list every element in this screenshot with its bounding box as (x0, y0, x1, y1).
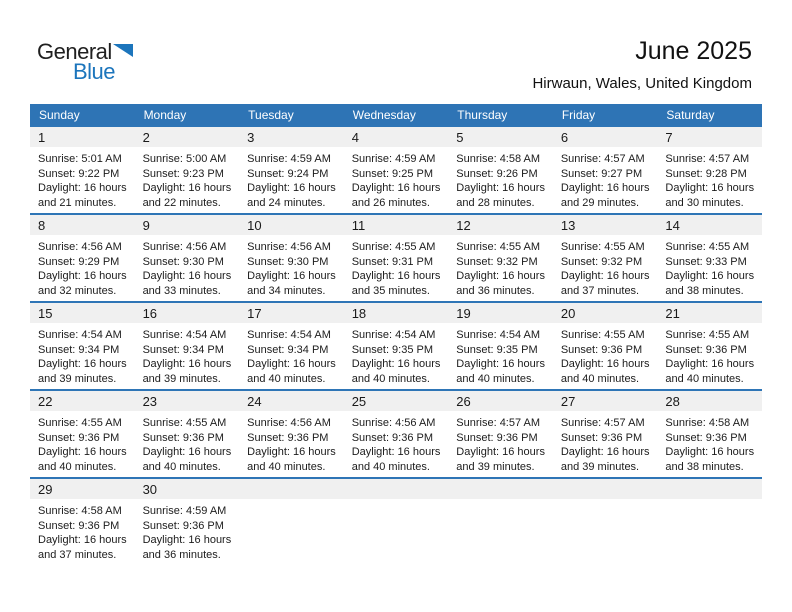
day-cell (135, 127, 240, 213)
day-number: 18 (351, 305, 367, 321)
sunrise-text: Sunrise: 4:58 AM (665, 417, 750, 429)
day-number: 24 (247, 393, 262, 409)
day-cell-body (239, 235, 344, 298)
daylight-minutes-text: and 28 minutes. (456, 196, 535, 209)
month-title: June 2025 (635, 37, 752, 65)
day-number-band (239, 303, 344, 323)
day-cell-body (553, 411, 658, 474)
day-number: 27 (560, 393, 576, 409)
sunrise-text: Sunrise: 4:54 AM (247, 329, 331, 341)
day-cell (553, 215, 658, 301)
weekday-header-sunday: Sunday (39, 107, 80, 122)
daylight-minutes-text: and 35 minutes. (351, 284, 430, 297)
day-cell-body (135, 411, 240, 474)
daylight-minutes-text: and 39 minutes. (456, 460, 535, 473)
daylight-hours-text: Daylight: 16 hours (560, 358, 650, 370)
sunset-text: Sunset: 9:34 PM (38, 343, 120, 356)
sunset-text: Sunset: 9:36 PM (456, 431, 538, 444)
day-cell-body (448, 499, 553, 504)
sunset-text: Sunset: 9:24 PM (247, 167, 329, 180)
daylight-hours-text: Daylight: 16 hours (560, 182, 650, 194)
sunrise-text: Sunrise: 4:56 AM (247, 241, 331, 253)
day-number: 30 (142, 481, 158, 497)
daylight-minutes-text: and 32 minutes. (38, 284, 117, 297)
day-number: 25 (351, 393, 367, 409)
daylight-hours-text: Daylight: 16 hours (456, 270, 545, 282)
daylight-hours-text: Daylight: 16 hours (38, 270, 127, 282)
daylight-hours-text: Daylight: 16 hours (142, 446, 232, 458)
day-number-band (448, 479, 553, 499)
day-cell-body (344, 147, 449, 210)
day-number: 4 (351, 129, 359, 145)
daylight-hours-text: Daylight: 16 hours (247, 446, 336, 458)
sunrise-text: Sunrise: 4:55 AM (351, 241, 436, 253)
day-number-band (448, 303, 553, 323)
sunset-text: Sunset: 9:30 PM (247, 255, 329, 268)
day-number-band (30, 479, 135, 499)
daylight-hours-text: Daylight: 16 hours (665, 270, 755, 282)
day-cell-empty (344, 479, 449, 565)
sunrise-text: Sunrise: 4:54 AM (38, 329, 122, 341)
day-cell (344, 127, 449, 213)
day-number: 12 (456, 217, 471, 233)
sunrise-text: Sunrise: 4:59 AM (247, 153, 331, 165)
daylight-minutes-text: and 40 minutes. (142, 460, 221, 473)
sunrise-text: Sunrise: 4:57 AM (665, 153, 750, 165)
day-number-band (553, 215, 658, 235)
day-cell-body (30, 323, 135, 386)
daylight-minutes-text: and 22 minutes. (142, 196, 221, 209)
day-cell-body (448, 323, 553, 386)
day-cell (448, 391, 553, 477)
day-cell-body (657, 411, 762, 474)
day-cell (448, 127, 553, 213)
day-number-band (30, 215, 135, 235)
day-cell (239, 303, 344, 389)
daylight-minutes-text: and 37 minutes. (560, 284, 640, 297)
day-cell-body (657, 235, 762, 298)
week-row-1 (30, 125, 762, 213)
day-cell-empty (553, 479, 658, 565)
day-cell-body (553, 235, 658, 298)
day-number-band (239, 391, 344, 411)
day-number-band (344, 215, 449, 235)
sunset-text: Sunset: 9:36 PM (38, 519, 120, 532)
daylight-minutes-text: and 40 minutes. (665, 372, 744, 385)
sunset-text: Sunset: 9:22 PM (38, 167, 120, 180)
sunset-text: Sunset: 9:36 PM (665, 431, 747, 444)
daylight-minutes-text: and 36 minutes. (456, 284, 535, 297)
day-cell-body (448, 411, 553, 474)
day-cell (30, 127, 135, 213)
day-cell-empty (657, 479, 762, 565)
weekday-header-friday: Friday (561, 107, 596, 122)
day-cell-body (344, 235, 449, 298)
day-cell-body (30, 499, 135, 562)
daylight-minutes-text: and 40 minutes. (351, 372, 430, 385)
daylight-hours-text: Daylight: 16 hours (456, 446, 545, 458)
day-cell-body (239, 147, 344, 210)
daylight-hours-text: Daylight: 16 hours (142, 358, 232, 370)
daylight-minutes-text: and 38 minutes. (665, 460, 744, 473)
general-blue-logo (37, 39, 133, 84)
sunset-text: Sunset: 9:25 PM (351, 167, 434, 180)
day-number-band (448, 127, 553, 147)
daylight-hours-text: Daylight: 16 hours (351, 182, 441, 194)
day-number-band (657, 127, 762, 147)
day-cell-body (135, 499, 240, 562)
day-number: 13 (560, 217, 576, 233)
day-cell (135, 303, 240, 389)
sunset-text: Sunset: 9:36 PM (560, 431, 643, 444)
day-cell (239, 391, 344, 477)
daylight-hours-text: Daylight: 16 hours (247, 358, 336, 370)
day-number: 2 (142, 129, 150, 145)
weekday-header-thursday: Thursday (457, 107, 508, 122)
day-cell-body (344, 411, 449, 474)
day-number: 3 (247, 129, 255, 145)
sunset-text: Sunset: 9:35 PM (456, 343, 538, 356)
sunrise-text: Sunrise: 4:59 AM (351, 153, 436, 165)
day-cell-body (448, 147, 553, 210)
day-number-band (344, 391, 449, 411)
day-number: 23 (142, 393, 158, 409)
sunset-text: Sunset: 9:30 PM (142, 255, 224, 268)
daylight-hours-text: Daylight: 16 hours (351, 446, 441, 458)
day-number: 8 (38, 217, 46, 233)
daylight-hours-text: Daylight: 16 hours (665, 358, 755, 370)
daylight-minutes-text: and 40 minutes. (560, 372, 640, 385)
day-number: 16 (142, 305, 158, 321)
day-number: 9 (142, 217, 150, 233)
day-cell-body (135, 323, 240, 386)
day-number-band (657, 303, 762, 323)
weekday-header-monday: Monday (143, 107, 187, 122)
daylight-hours-text: Daylight: 16 hours (142, 270, 232, 282)
day-number: 6 (560, 129, 569, 145)
calendar-grid (30, 104, 762, 565)
sunrise-text: Sunrise: 4:55 AM (560, 329, 645, 341)
day-number: 19 (456, 305, 471, 321)
day-cell (448, 215, 553, 301)
day-cell (135, 215, 240, 301)
day-cell-body (135, 235, 240, 298)
sunset-text: Sunset: 9:29 PM (38, 255, 120, 268)
day-cell-body (239, 499, 344, 504)
logo-text-general: General (37, 39, 112, 64)
day-cell-body (553, 323, 658, 386)
daylight-minutes-text: and 37 minutes. (38, 548, 117, 561)
day-number: 17 (247, 305, 262, 321)
day-number-band (239, 215, 344, 235)
day-cell (30, 303, 135, 389)
week-row-4 (30, 389, 762, 477)
sunrise-text: Sunrise: 4:55 AM (665, 329, 750, 341)
day-number-band (448, 391, 553, 411)
daylight-minutes-text: and 39 minutes. (38, 372, 117, 385)
day-number: 22 (38, 393, 53, 409)
daylight-minutes-text: and 40 minutes. (456, 372, 535, 385)
day-number-band (657, 391, 762, 411)
daylight-hours-text: Daylight: 16 hours (665, 446, 755, 458)
weeks-container (30, 125, 762, 565)
daylight-minutes-text: and 39 minutes. (142, 372, 221, 385)
day-cell (657, 127, 762, 213)
daylight-hours-text: Daylight: 16 hours (456, 182, 545, 194)
sunset-text: Sunset: 9:34 PM (142, 343, 224, 356)
sunrise-text: Sunrise: 4:56 AM (38, 241, 122, 253)
day-cell (135, 479, 240, 565)
daylight-hours-text: Daylight: 16 hours (38, 446, 127, 458)
sunset-text: Sunset: 9:36 PM (142, 431, 224, 444)
week-row-3 (30, 301, 762, 389)
sunset-text: Sunset: 9:35 PM (351, 343, 434, 356)
sunrise-text: Sunrise: 4:55 AM (38, 417, 122, 429)
daylight-minutes-text: and 40 minutes. (247, 460, 326, 473)
sunrise-text: Sunrise: 4:54 AM (142, 329, 227, 341)
sunrise-text: Sunrise: 4:57 AM (560, 153, 645, 165)
day-number-band (553, 391, 658, 411)
daylight-hours-text: Daylight: 16 hours (38, 358, 127, 370)
daylight-minutes-text: and 21 minutes. (38, 196, 117, 209)
logo-triangle-icon (113, 43, 133, 57)
day-cell-empty (239, 479, 344, 565)
day-cell-body (344, 499, 449, 504)
day-number-band (657, 215, 762, 235)
day-cell-body (135, 147, 240, 210)
day-number: 26 (456, 393, 471, 409)
sunset-text: Sunset: 9:28 PM (665, 167, 747, 180)
sunset-text: Sunset: 9:32 PM (456, 255, 538, 268)
day-cell (344, 303, 449, 389)
sunrise-text: Sunrise: 4:57 AM (560, 417, 645, 429)
sunset-text: Sunset: 9:36 PM (247, 431, 329, 444)
sunset-text: Sunset: 9:34 PM (247, 343, 329, 356)
day-cell-body (553, 499, 658, 504)
daylight-hours-text: Daylight: 16 hours (38, 534, 127, 546)
day-cell-body (553, 147, 658, 210)
day-cell (448, 303, 553, 389)
day-number: 14 (665, 217, 680, 233)
day-cell (239, 127, 344, 213)
daylight-hours-text: Daylight: 16 hours (560, 446, 650, 458)
week-row-2 (30, 213, 762, 301)
sunset-text: Sunset: 9:27 PM (560, 167, 643, 180)
day-cell-body (30, 411, 135, 474)
day-cell (553, 391, 658, 477)
sunrise-text: Sunrise: 4:55 AM (560, 241, 645, 253)
daylight-minutes-text: and 34 minutes. (247, 284, 326, 297)
daylight-minutes-text: and 40 minutes. (351, 460, 430, 473)
day-number: 20 (560, 305, 576, 321)
day-number: 7 (665, 129, 673, 145)
day-number-band (239, 127, 344, 147)
day-cell (239, 215, 344, 301)
day-cell (553, 303, 658, 389)
day-number-band (135, 303, 240, 323)
sunset-text: Sunset: 9:32 PM (560, 255, 643, 268)
sunrise-text: Sunrise: 4:59 AM (142, 505, 227, 517)
daylight-hours-text: Daylight: 16 hours (560, 270, 650, 282)
day-cell (657, 215, 762, 301)
day-cell-body (239, 411, 344, 474)
day-cell-body (30, 147, 135, 210)
sunrise-text: Sunrise: 4:55 AM (665, 241, 750, 253)
sunset-text: Sunset: 9:33 PM (665, 255, 747, 268)
page-header (0, 0, 792, 104)
day-number-band (30, 303, 135, 323)
day-number-band (553, 479, 658, 499)
sunset-text: Sunset: 9:36 PM (142, 519, 224, 532)
sunrise-text: Sunrise: 4:56 AM (351, 417, 436, 429)
day-number: 10 (247, 217, 262, 233)
day-cell-body (239, 323, 344, 386)
day-number: 29 (38, 481, 53, 497)
day-cell (553, 127, 658, 213)
day-number: 5 (456, 129, 464, 145)
day-cell (135, 391, 240, 477)
day-cell-body (657, 499, 762, 504)
day-number-band (30, 391, 135, 411)
weekday-header-row (30, 104, 762, 125)
day-cell-body (30, 235, 135, 298)
sunset-text: Sunset: 9:36 PM (351, 431, 434, 444)
day-cell (30, 479, 135, 565)
weekday-header-tuesday: Tuesday (248, 107, 294, 122)
day-cell (344, 215, 449, 301)
sunrise-text: Sunrise: 4:54 AM (351, 329, 436, 341)
sunrise-text: Sunrise: 5:00 AM (142, 153, 227, 165)
day-number-band (135, 215, 240, 235)
daylight-minutes-text: and 33 minutes. (142, 284, 221, 297)
sunrise-text: Sunrise: 4:58 AM (38, 505, 122, 517)
daylight-hours-text: Daylight: 16 hours (456, 358, 545, 370)
weekday-header-saturday: Saturday (666, 107, 715, 122)
day-cell-body (448, 235, 553, 298)
sunrise-text: Sunrise: 4:54 AM (456, 329, 541, 341)
day-number-band (553, 127, 658, 147)
day-number: 11 (351, 217, 366, 233)
daylight-hours-text: Daylight: 16 hours (665, 182, 755, 194)
daylight-minutes-text: and 38 minutes. (665, 284, 744, 297)
daylight-minutes-text: and 24 minutes. (247, 196, 326, 209)
day-cell-body (344, 323, 449, 386)
sunrise-text: Sunrise: 4:56 AM (247, 417, 331, 429)
sunrise-text: Sunrise: 4:55 AM (142, 417, 227, 429)
daylight-hours-text: Daylight: 16 hours (142, 534, 232, 546)
day-number-band (239, 479, 344, 499)
day-number-band (135, 391, 240, 411)
day-number-band (135, 479, 240, 499)
daylight-hours-text: Daylight: 16 hours (142, 182, 232, 194)
daylight-minutes-text: and 39 minutes. (560, 460, 640, 473)
daylight-minutes-text: and 26 minutes. (351, 196, 430, 209)
day-cell (657, 391, 762, 477)
weekday-header-wednesday: Wednesday (352, 107, 416, 122)
week-row-5 (30, 477, 762, 565)
day-cell (344, 391, 449, 477)
day-number-band (448, 215, 553, 235)
daylight-hours-text: Daylight: 16 hours (247, 270, 336, 282)
daylight-minutes-text: and 40 minutes. (247, 372, 326, 385)
daylight-hours-text: Daylight: 16 hours (247, 182, 336, 194)
day-cell (30, 215, 135, 301)
sunrise-text: Sunrise: 4:57 AM (456, 417, 541, 429)
day-number-band (344, 127, 449, 147)
daylight-minutes-text: and 40 minutes. (38, 460, 117, 473)
sunset-text: Sunset: 9:36 PM (560, 343, 643, 356)
day-number: 28 (665, 393, 680, 409)
day-cell (30, 391, 135, 477)
day-number: 15 (38, 305, 53, 321)
sunset-text: Sunset: 9:36 PM (665, 343, 747, 356)
day-number: 21 (665, 305, 680, 321)
day-number-band (553, 303, 658, 323)
day-number-band (344, 303, 449, 323)
sunset-text: Sunset: 9:23 PM (142, 167, 224, 180)
day-number-band (135, 127, 240, 147)
sunset-text: Sunset: 9:31 PM (351, 255, 434, 268)
title-block (532, 38, 762, 92)
day-number-band (30, 127, 135, 147)
day-number: 1 (38, 129, 46, 145)
day-number-band (344, 479, 449, 499)
logo-text-blue: Blue (73, 59, 116, 84)
daylight-minutes-text: and 36 minutes. (142, 548, 221, 561)
daylight-hours-text: Daylight: 16 hours (38, 182, 127, 194)
sunrise-text: Sunrise: 4:56 AM (142, 241, 227, 253)
daylight-minutes-text: and 29 minutes. (560, 196, 640, 209)
day-cell (657, 303, 762, 389)
day-cell-body (657, 147, 762, 210)
day-cell-body (657, 323, 762, 386)
location-subtitle: Hirwaun, Wales, United Kingdom (532, 75, 752, 92)
day-number-band (657, 479, 762, 499)
sunrise-text: Sunrise: 4:58 AM (456, 153, 541, 165)
daylight-minutes-text: and 30 minutes. (665, 196, 744, 209)
day-cell-empty (448, 479, 553, 565)
sunset-text: Sunset: 9:36 PM (38, 431, 120, 444)
sunset-text: Sunset: 9:26 PM (456, 167, 538, 180)
daylight-hours-text: Daylight: 16 hours (351, 270, 441, 282)
daylight-hours-text: Daylight: 16 hours (351, 358, 441, 370)
sunrise-text: Sunrise: 4:55 AM (456, 241, 541, 253)
sunrise-text: Sunrise: 5:01 AM (38, 153, 122, 165)
